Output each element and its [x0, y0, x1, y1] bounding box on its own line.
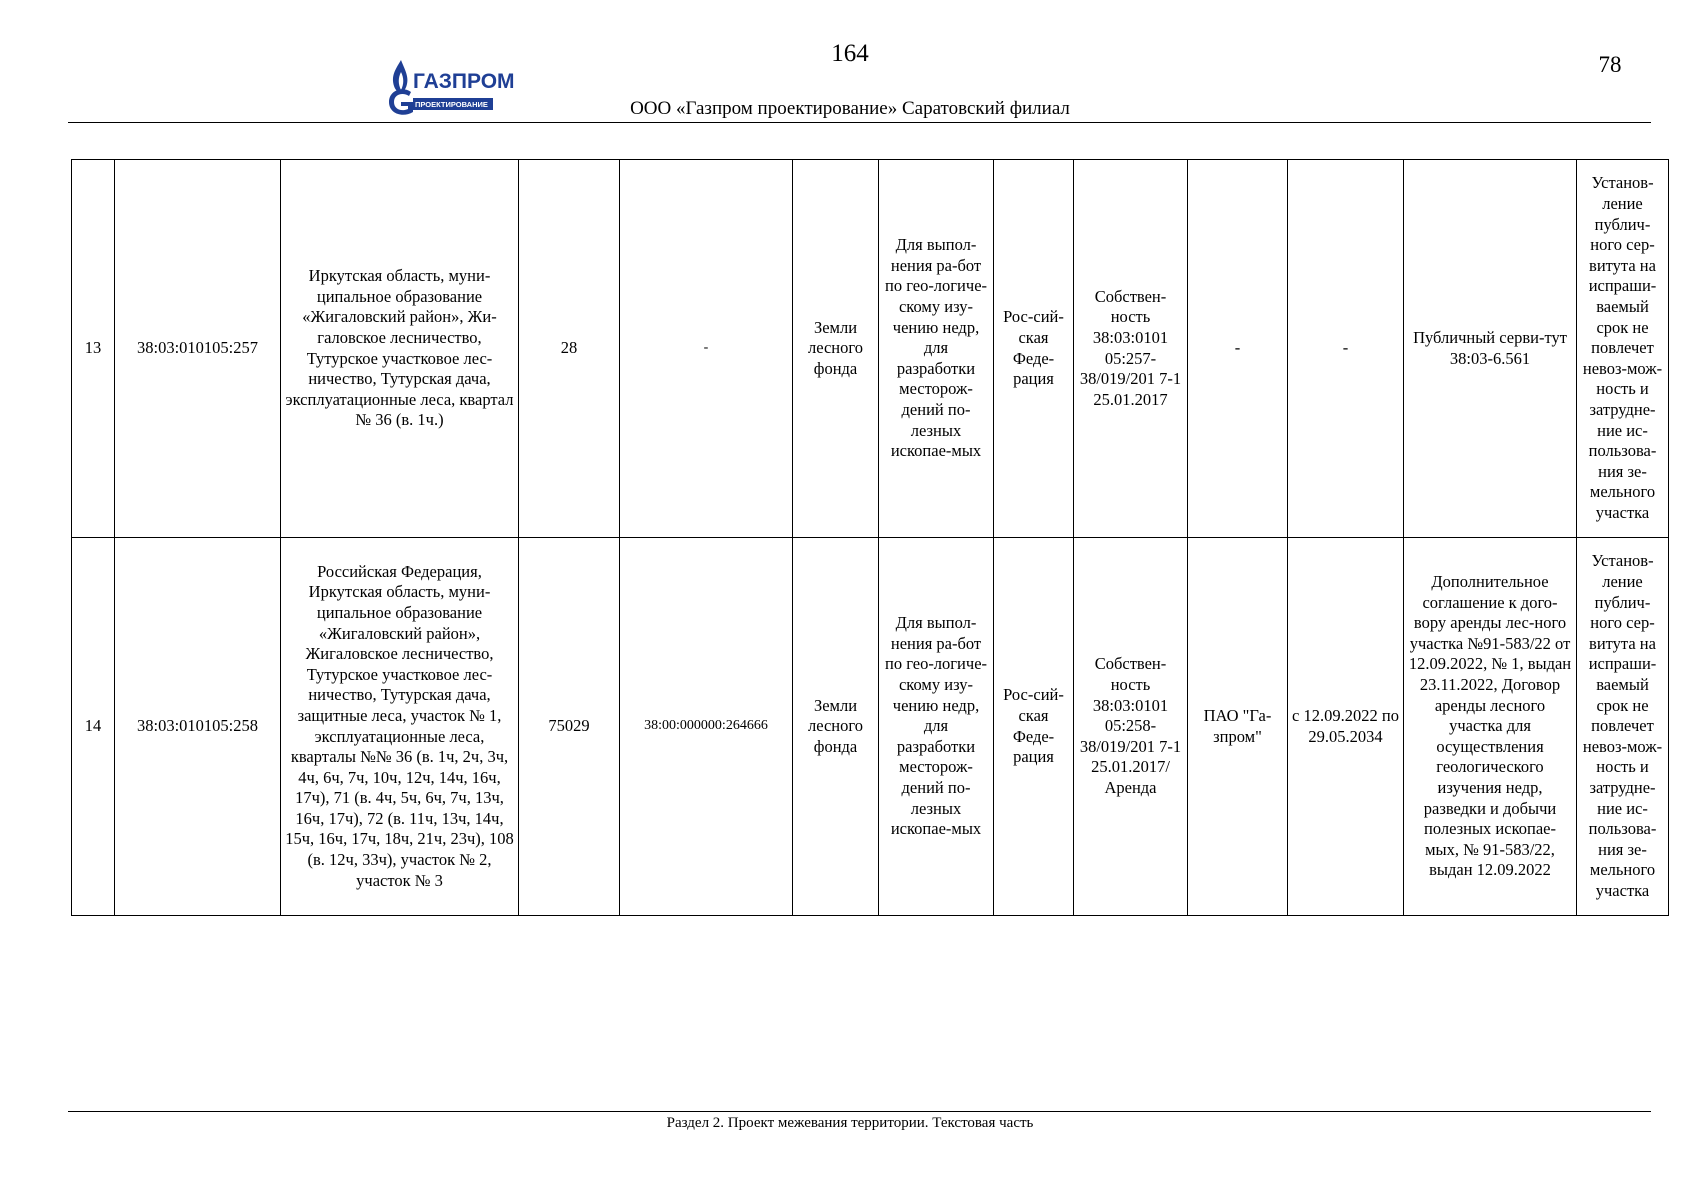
page-number-right: 78: [1598, 52, 1622, 77]
organization-name: ООО «Газпром проектирование» Саратовский филиал: [630, 98, 1070, 119]
svg-text:ГАЗПРОМ: ГАЗПРОМ: [413, 70, 515, 93]
right-registration: Собствен-ность 38:03:0101 05:258-38/019/201 7-1 25.01.2017/ Аренда: [1074, 538, 1188, 916]
owner: Рос-сий-ская Феде-рация: [994, 160, 1074, 538]
term: с 12.09.2022 по 29.05.2034: [1288, 538, 1404, 916]
permitted-use: Для выпол-нения ра-бот по гео-логиче-скому изу-чению недр, для разработки месторож-дений по-лезных ископае-мых: [879, 160, 994, 538]
row-number: 14: [72, 538, 115, 916]
plot-area: 28: [519, 160, 620, 538]
header-rule: [68, 122, 1651, 123]
land-category: Земли лесного фонда: [793, 538, 879, 916]
svg-text:ПРОЕКТИРОВАНИЕ: ПРОЕКТИРОВАНИЕ: [415, 100, 488, 109]
plot-area: 75029: [519, 538, 620, 916]
gazprom-logo: [385, 56, 515, 120]
footer-rule: [68, 1111, 1651, 1112]
encumbrance: Публичный серви-тут 38:03-6.561: [1404, 160, 1577, 538]
term: -: [1288, 160, 1404, 538]
land-category: Земли лесного фонда: [793, 160, 879, 538]
plot-address: Российская Федерация, Иркутская область, муни-ципальное образование «Жигаловский район», Жигаловское лесничество, Тутурское участковое лес-ничество, Тутурская дача, защитные леса, участок № 1, эксплуатационные леса, кварталы №№ 36 (в. 1ч, 2ч, 3ч, 4ч, 6ч, 7ч, 10ч, 12ч, 14ч, 16ч, 17ч), 71 (в. 4ч, 5ч, 6ч, 7ч, 13ч, 16ч, 17ч), 72 (в. 11ч, 13ч, 14ч, 15ч, 16ч, 17ч, 18ч, 21ч, 23ч), 108 (в. 12ч, 33ч), участок № 2, участок № 3: [281, 538, 519, 916]
page-number-top: 164: [831, 40, 869, 67]
owner: Рос-сий-ская Феде-рация: [994, 538, 1074, 916]
parent-cadastral-number: 38:00:000000:264666: [620, 538, 793, 916]
encumbrance: Дополнительное соглашение к дого-вору аренды лес-ного участка №91-583/22 от 12.09.2022, № 1, выдан 23.11.2022, Договор аренды лесного участка для осуществления геологического изучения недр, разведки и добычи полезных ископае-мых, № 91-583/22, выдан 12.09.2022: [1404, 538, 1577, 916]
note: Установ-ление публич-ного сер-витута на испраши-ваемый срок не повлечет невоз-мож-ность и затрудне-ние ис-пользова-ния зе-мельного участка: [1577, 160, 1669, 538]
cadastral-number: 38:03:010105:258: [115, 538, 281, 916]
note: Установ-ление публич-ного сер-витута на испраши-ваемый срок не повлечет невоз-мож-ность и затрудне-ние ис-пользова-ния зе-мельного участка: [1577, 538, 1669, 916]
cadastral-number: 38:03:010105:257: [115, 160, 281, 538]
right-registration: Собствен-ность 38:03:0101 05:257-38/019/201 7-1 25.01.2017: [1074, 160, 1188, 538]
right-holder: ПАО "Га-зпром": [1188, 538, 1288, 916]
table-row: [72, 538, 1669, 916]
footer-text: Раздел 2. Проект межевания территории. Текстовая часть: [666, 1115, 1034, 1131]
land-plots-table: [71, 159, 1669, 916]
permitted-use: Для выпол-нения ра-бот по гео-логиче-скому изу-чению недр, для разработки месторож-дений по-лезных ископае-мых: [879, 538, 994, 916]
right-holder: -: [1188, 160, 1288, 538]
plot-address: Иркутская область, муни-ципальное образование «Жигаловский район», Жи-галовское лесничество, Тутурское участковое лес-ничество, Тутурская дача, эксплуатационные леса, квартал № 36 (в. 1ч.): [281, 160, 519, 538]
parent-cadastral-number: -: [620, 160, 793, 538]
table-row: [72, 160, 1669, 538]
row-number: 13: [72, 160, 115, 538]
